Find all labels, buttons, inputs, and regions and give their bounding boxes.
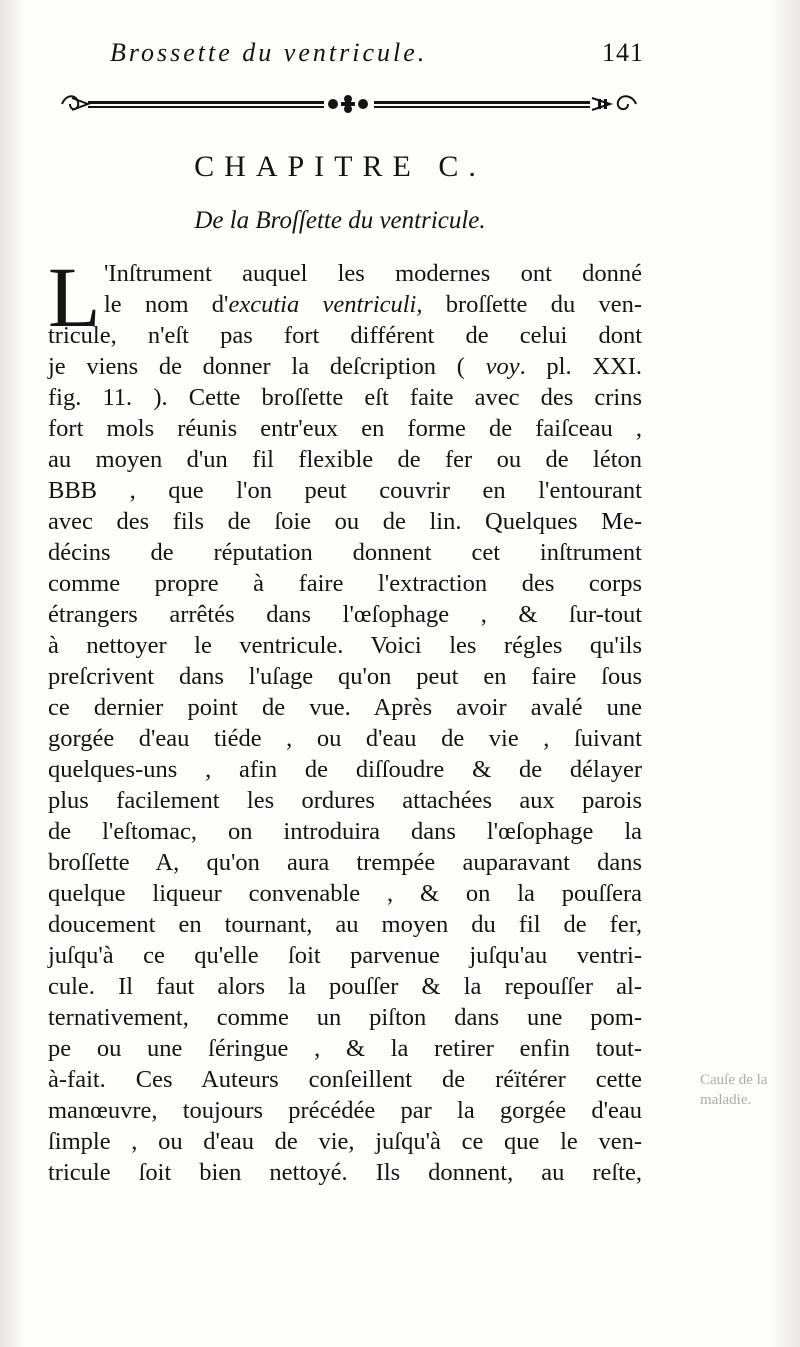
text-run: manœuvre, toujours précédée par la gorgée d'eau: [48, 1097, 642, 1124]
text-line: [48, 878, 642, 909]
text-line: [48, 1033, 642, 1064]
text-line: [48, 568, 642, 599]
text-run: comme propre à faire l'extraction des corps: [48, 570, 642, 597]
text-line: [48, 506, 642, 537]
text-run: tricule, n'eſt pas fort différent de celui dont: [48, 322, 642, 349]
text-run: quelques-uns , afin de diſſoudre & de délayer: [48, 756, 642, 783]
text-line: [48, 289, 642, 320]
text-line: [48, 382, 642, 413]
text-line: [48, 940, 642, 971]
margin-note: [700, 1070, 792, 1110]
text-line: [48, 692, 642, 723]
page-gutter-shadow: [0, 0, 24, 1347]
text-run: à-fait. Ces Auteurs conſeillent de réïtérer cette: [48, 1066, 642, 1093]
text-line: [48, 909, 642, 940]
text-line: [48, 413, 642, 444]
running-head: [110, 38, 650, 68]
text-line: [48, 475, 642, 506]
text-run: juſqu'à ce qu'elle ſoit parvenue juſqu'au ventri-: [48, 942, 642, 969]
text-run: cule. Il faut alors la pouſſer & la repouſſer al-: [48, 973, 642, 1000]
drop-cap: L: [48, 249, 101, 345]
text-run: gorgée d'eau tiéde , ou d'eau de vie , ſuivant: [48, 725, 642, 752]
text-line: [48, 971, 642, 1002]
text-run: . pl. XXI.: [519, 353, 642, 380]
text-run: , broſſette du ven-: [416, 291, 643, 318]
text-run: à nettoyer le ventricule. Voici les régles qu'ils: [48, 632, 642, 659]
chapter-subtitle: De la Broſſette du ventricule.: [194, 207, 486, 234]
text-line: [48, 785, 642, 816]
text-line: [48, 661, 642, 692]
chapter-heading: CHAPITRE C.: [194, 150, 486, 183]
text-run: de l'eſtomac, on introduira dans l'œſophage la: [48, 818, 642, 845]
italic-term: excutia ventriculi: [228, 291, 417, 318]
text-line: [48, 351, 642, 382]
text-run: décins de réputation donnent cet inſtrument: [48, 539, 642, 566]
text-line: [48, 754, 642, 785]
text-line: [48, 723, 642, 754]
text-run: fort mols réunis entr'eux en forme de faiſceau ,: [48, 415, 642, 442]
text-line: [48, 1126, 642, 1157]
margin-note-line: Cauſe de la: [700, 1072, 768, 1088]
text-line: [48, 1002, 642, 1033]
text-line: [48, 1157, 642, 1188]
text-run: pe ou une ſéringue , & la retirer enfin tout-: [48, 1035, 642, 1062]
text-run: au moyen d'un fil flexible de fer ou de léton: [48, 446, 642, 473]
italic-term: voy: [485, 353, 520, 380]
text-run: ternativement, comme un piſton dans une pom-: [48, 1004, 642, 1031]
text-run: plus facilement les ordures attachées aux parois: [48, 787, 642, 814]
text-line: [48, 1095, 642, 1126]
text-line: [48, 444, 642, 475]
page-number: 141: [602, 38, 644, 67]
body-text: [48, 258, 642, 1188]
text-run: preſcrivent dans l'uſage qu'on peut en faire ſous: [48, 663, 642, 690]
text-line: [48, 847, 642, 878]
ornament-rule-icon: [58, 92, 640, 116]
text-line: [48, 816, 642, 847]
text-run: ſimple , ou d'eau de vie, juſqu'à ce que le ven-: [48, 1128, 642, 1155]
text-run: étrangers arrêtés dans l'œſophage , & ſur-tout: [48, 601, 642, 628]
running-head-title: Brossette du ventricule.: [110, 38, 428, 67]
text-run: 'Inſtrument auquel les modernes ont donné: [104, 260, 642, 287]
margin-note-line: maladie.: [700, 1092, 752, 1108]
text-run: le nom d': [104, 291, 229, 318]
text-run: je viens de donner la deſcription (: [48, 353, 486, 380]
text-run: broſſette A, qu'on aura trempée auparavant dans: [48, 849, 642, 876]
text-line: [48, 537, 642, 568]
text-line: [48, 320, 642, 351]
text-run: doucement en tournant, au moyen du fil de fer,: [48, 911, 642, 938]
text-run: ce dernier point de vue. Après avoir avalé une: [48, 694, 642, 721]
text-run: quelque liqueur convenable , & on la pouſſera: [48, 880, 642, 907]
text-run: BBB , que l'on peut couvrir en l'entourant: [48, 477, 642, 504]
page-edge-shadow: [770, 0, 800, 1347]
text-line: [48, 1064, 642, 1095]
text-line: [48, 599, 642, 630]
text-run: tricule ſoit bien nettoyé. Ils donnent, au reſte,: [48, 1159, 642, 1186]
text-line: [48, 630, 642, 661]
text-line: [48, 258, 642, 289]
text-run: avec des fils de ſoie ou de lin. Quelques Me-: [48, 508, 642, 535]
text-run: fig. 11. ). Cette broſſette eſt faite avec des crins: [48, 384, 642, 411]
